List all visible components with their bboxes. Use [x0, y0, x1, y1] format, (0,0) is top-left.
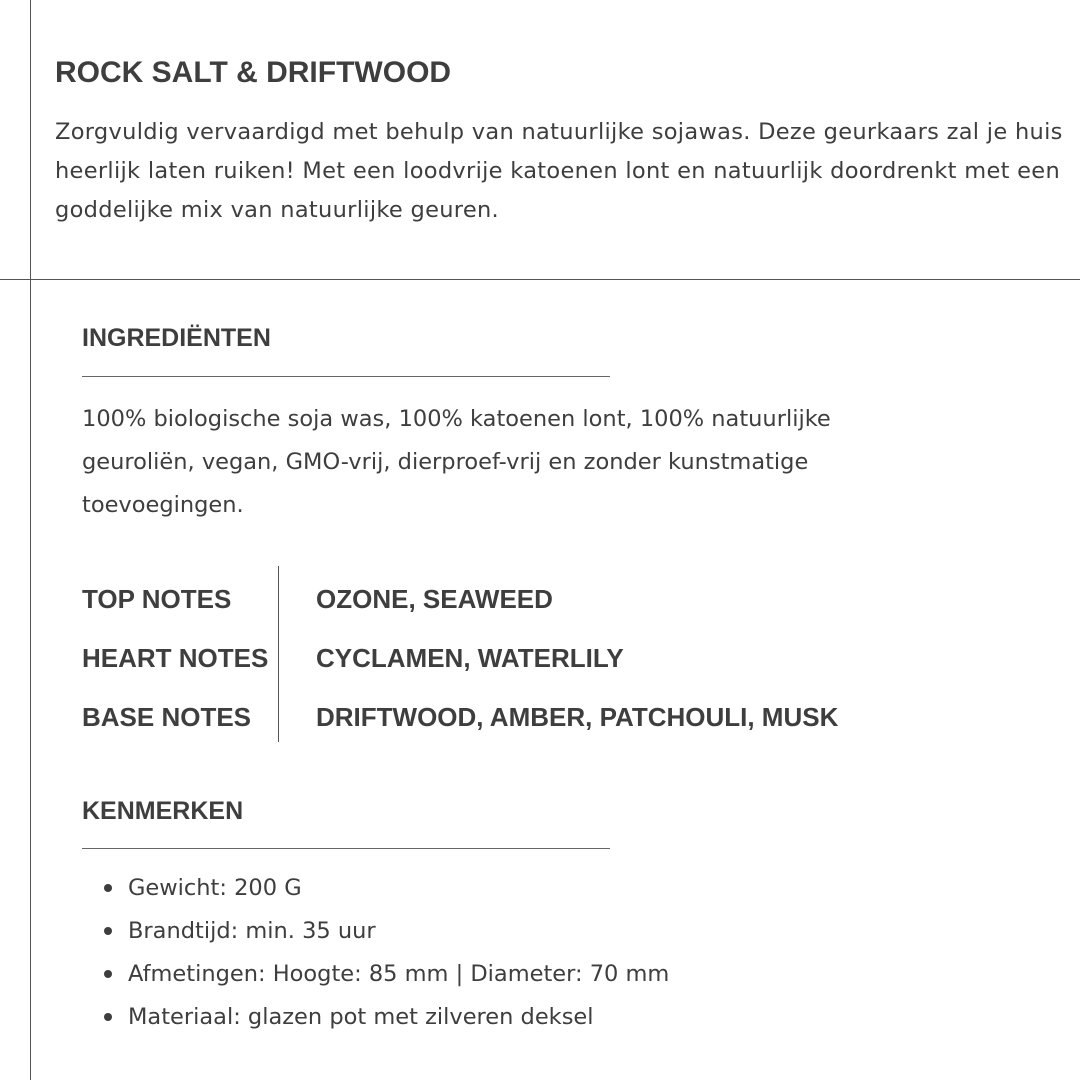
features-list: [104, 867, 669, 1039]
ingredients-heading: INGREDIËNTEN: [82, 324, 271, 352]
ingredients-underline: [82, 376, 610, 377]
bullet-icon: [104, 1013, 112, 1021]
list-item: [104, 910, 669, 953]
list-item: [104, 996, 669, 1039]
ingredients-text: 100% biologische soja was, 100% katoenen lont, 100% natuurlijke geuroliën, vegan, GMO-vrij, dierproef-vrij en zonder kunstmatige toevoegingen.: [82, 406, 831, 518]
product-title: ROCK SALT & DRIFTWOOD: [55, 56, 452, 89]
note-label: BASE NOTES: [82, 702, 252, 732]
bullet-icon: [104, 970, 112, 978]
bullet-icon: [104, 927, 112, 935]
note-value: CYCLAMEN, WATERLILY: [316, 643, 624, 673]
feature-text: Gewicht: 200 G: [128, 875, 302, 901]
note-value: DRIFTWOOD, AMBER, PATCHOULI, MUSK: [316, 702, 839, 732]
features-heading: KENMERKEN: [82, 797, 244, 825]
list-item: [104, 953, 669, 996]
note-label: HEART NOTES: [82, 643, 269, 673]
feature-text: Materiaal: glazen pot met zilveren deksel: [128, 1004, 594, 1030]
section-divider-line: [0, 279, 1080, 280]
note-label: TOP NOTES: [82, 584, 232, 614]
list-item: [104, 867, 669, 910]
left-border-line: [30, 0, 31, 1080]
notes-column-divider: [278, 566, 279, 742]
product-description: Zorgvuldig vervaardigd met behulp van natuurlijke sojawas. Deze geurkaars zal je huis heerlijk laten ruiken! Met een loodvrije katoenen lont en natuurlijk doordrenkt met een goddelijke mix van natuurlijke geuren.: [55, 119, 1063, 223]
feature-text: Brandtijd: min. 35 uur: [128, 918, 376, 944]
note-value: OZONE, SEAWEED: [316, 584, 553, 614]
features-underline: [82, 848, 610, 849]
bullet-icon: [104, 884, 112, 892]
feature-text: Afmetingen: Hoogte: 85 mm | Diameter: 70 mm: [128, 961, 670, 987]
